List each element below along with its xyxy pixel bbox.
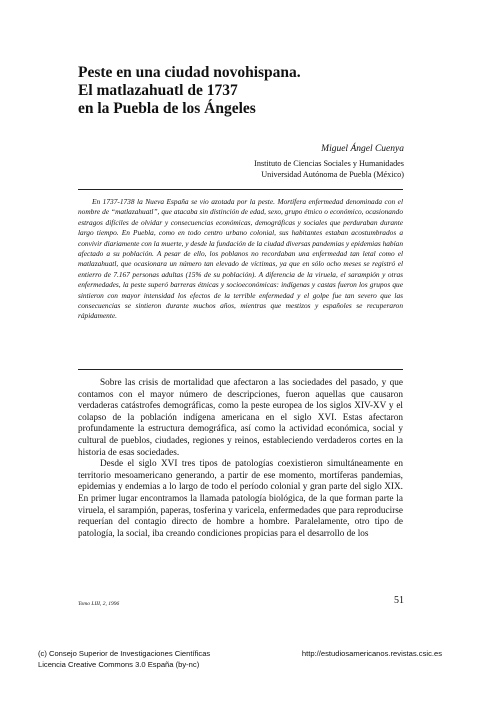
abstract-top-rule [78, 189, 403, 190]
body-paragraph-2: Desde el siglo XVI tres tipos de patologías coexistieron simultáneamente en territorio mesoamericano generando, a partir de ese momento, mortíferas pandemias, epidemias y endemias a lo largo de todo el período colonial y gran parte del siglo XIX. En primer lugar encontramos la llamada patología biológica, de la que forman parte la viruela, el sarampión, paperas, tosferina y varicela, enfermedades que para reproducirse requerían del contagio directo de hombre a hombre. Paralelamente, otro tipo de patología, la social, iba creando condiciones propicias para el desarrollo de los [78, 459, 403, 539]
license-line-1: (c) Consejo Superior de Investigaciones Científicas [38, 649, 211, 658]
abstract-bottom-rule [78, 369, 403, 370]
body-text [78, 378, 403, 540]
journal-url-link[interactable]: http://estudiosamericanos.revistas.csic.es [301, 649, 442, 658]
affiliation-line-1: Instituto de Ciencias Sociales y Humanidades [254, 159, 404, 168]
affiliation-line-2: Universidad Autónoma de Puebla (México) [261, 170, 404, 179]
license-line-2: Licencia Creative Commons 3.0 España (by-nc) [38, 660, 200, 669]
title-line-2: El matlazahuatl de 1737 [78, 82, 238, 99]
abstract-text: En 1737-1738 la Nueva España se vio azotada por la peste. Mortífera enfermedad denominada con el nombre de “matlazahuatl”, que atacaba sin distinción de edad, sexo, grupo étnico o económico, ocasionando estragos difíciles de olvidar y consecuencias económicas, demográficas y sociales que perduraban durante largo tiempo. En Puebla, como en todo centro urbano colonial, sus habitantes estaban acostumbrados a convivir diariamente con la muerte, y desde la fundación de la ciudad diversas pandemias y epidemias habían afectado a su población. A pesar de ello, los poblanos no recordaban una enfermedad tan letal como el matlazahuatl, que ocasionara un número tan elevado de víctimas, ya que en sólo ocho meses se registró el entierro de 7.167 personas adultas (15% de su población). A diferencia de la viruela, el sarampión y otras enfermedades, la peste superó barreras étnicas y socioeconómicas: indígenas y castas fueron los grupos que sintieron con mayor intensidad los efectos de la terrible enfermedad y el golpe fue tan severo que las consecuencias se sintieron durante muchos años, mientras que mestizos y españoles se recuperaron rápidamente. [78, 197, 403, 321]
title-line-3: en la Puebla de los Ángeles [78, 100, 256, 117]
article-title [78, 64, 418, 118]
author-name: Miguel Ángel Cuenya [321, 144, 404, 154]
page-number: 51 [394, 595, 404, 606]
title-line-1: Peste en una ciudad novohispana. [78, 64, 301, 81]
journal-reference: Tomo LIII, 2, 1996 [78, 601, 120, 607]
license-notice [38, 648, 210, 670]
author-affiliation [144, 158, 404, 180]
body-paragraph-1: Sobre las crisis de mortalidad que afectaron a las sociedades del pasado, y que contamos con el mayor número de descripciones, fueron aquellas que causaron verdaderas catástrofes demográficas, como la peste europea de los siglos XIV-XV y el colapso de la población indígena americana en el siglo XVI. Estas afectaron profundamente la estructura demográfica, así como la actividad económica, social y cultural de pueblos, ciudades, regiones y reinos, estableciendo verdaderos cortes en la historia de esas sociedades. [78, 378, 403, 458]
